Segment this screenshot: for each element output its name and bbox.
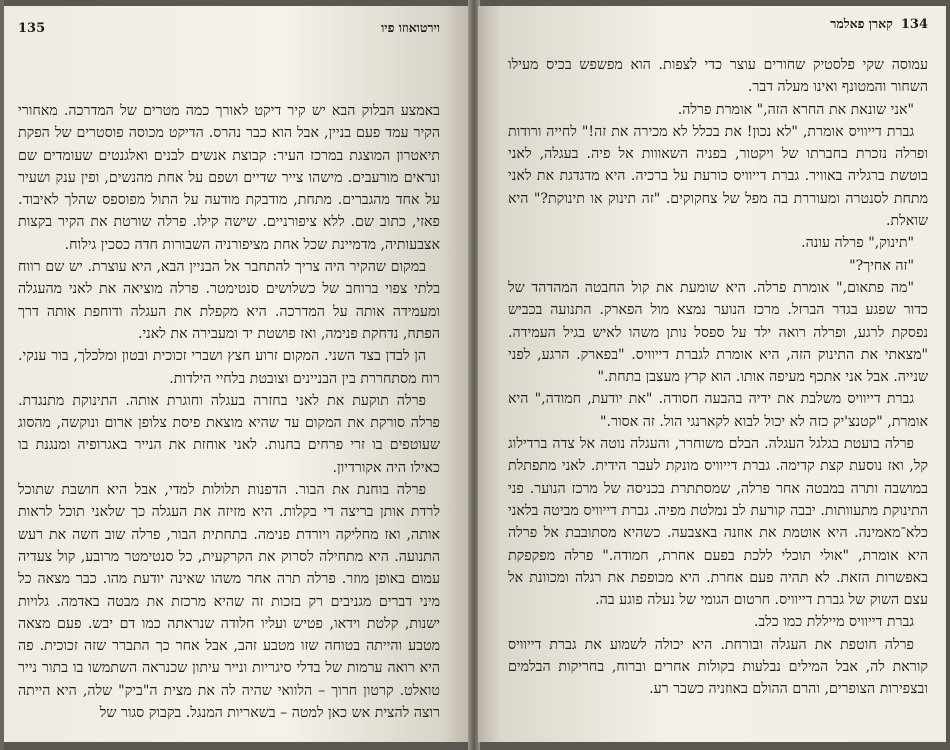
paragraph: פרלה בועטת בגלגל העגלה. הבלם משוחרר, והעגלה נוטה אל צדה ברדילוג קל, ואז נוסעת קצת קדימה. גברת דייוויס מונקת לעבר הידית. לאני מתפתלת במושבה ותרה במבטה אחר פרלה, שמסתתרת בכניסה של מרכז הנוער. פני התינוקת מתעוותות. יבבה קורעת לב נמלטת מפיה. גברת דייוויס מביטה בלאני כלא־מאמינה. היא אוטמת את אוזנה באצבעה. כשהיא מסתובבת אל פרלה היא אומרת, "אולי תוכלי ללכת בפעם אחרת, חמודה." פרלה מפקפקת באפשרות הזאת. לא תהיה פעם אחרת. היא מכופפת את רגלה ומכוונת אל עצם השוק של גברת דייוויס. חרטום הגומי של נעלה פוגע בה. <box>508 436 928 609</box>
paragraph: גברת דייוויס אומרת, "לא נכון! את בכלל לא מכירה את זה!" לחייה ורודות ופרלה נזכרת בחברתו של ויקטור, בפניה השאווות אל פיה. בעגלה, לאני בוטשת ברגליה באוויר. גברת דייוויס כורעת על ברכיה. היא מדגדגת את לאני מתחת לסנטרה ומעוררת בה מפל של צחקוקים. "זה תינוק או תינוקת?" היא שואלת. <box>508 123 928 230</box>
paragraph: פרלה תוקעת את לאני בחזרה בעגלה וחוגרת אותה. התינוקת מתנגדת. פרלה סורקת את המקום עד שהיא מוצאת פיסת צלופן ארום ונוקשה, מהסוג שעוטפים בו זרי פרחים בחנות. לאני אוחזת את הנייר באגרופיה ומנגנת בו כאילו היה אקורדיון. <box>18 392 440 476</box>
paragraph: באמצע הבלוק הבא יש קיר דיקט לאורך כמה מטרים של המדרכה. מאחורי הקיר עמד פעם בניין, אבל הוא כבר נהרס. הדיקט מכוסה פוסטרים של הפקת תיאטרון המוצגת במרכז העיר: קבוצת אנשים לבנים ואלגנטים שעומדים שם ונראים מורעבים. מישהו צייר שדיים ושפם על אחת מהנשים, ופין ענק ושעיר על אחד מהגברים. מתחת, מודבקת מודעה על התול מפוספס שהלך לאיבוד. פאזי, כתוב שם. ללא ציפורניים. שישה קילו. פרלה שורטת את הקיר בקצות אצבעותיה, מדמיינת שכל אחת מציפורניה השבורות חדה כסכין גילוח. <box>18 103 440 253</box>
left-page-text <box>18 100 440 724</box>
right-page-number: 134 <box>900 17 928 32</box>
paragraph: פרלה בוחנת את הבור. הדפנות תלולות למדי, אבל היא חושבת שתוכל לרדת אותן בריצה די בקלות. היא מזיזה את העגלה כך שלאני תוכל לראות אותה, ואז מחליקה ויורדת פנימה. בתחתית הבור, פרלה שוב חשה את רעש התנועה. היא מתחילה לסרוק את הקרקעית, כל סנטימטר מרובע, קול צעדיה עמום באופן מוזר. פרלה תרה אחר משהו שאינה יודעת מהו. כבר מצאה כל מיני דברים מגניבים רק בזכות זה שהיא מרכזת את מבטה באדמה. גלויות ישנות, קלטת וידאו, פטיש ועליו חלודה שנראתה כמו דם יבש. פעם מצאה מטבע והייתה בטוחה שזו מטבע זהב, אבל אחר כך התברר שזה זכוכית. פה היא רואה ערמות של בדלי סיגריות ונייר עיתון שכנראה השתמשו בו בתור נייר טואלט. קרטון חרוך – הלוואי שהיה לה את מצית ה"ביק" שלה, היא הייתה רוצה להצית אש כאן למטה – בשאריות המנגל. בקבוק סגור של <box>18 482 440 722</box>
paragraph: גברת דייוויס מייללת כמו כלב. <box>753 614 914 631</box>
paragraph: "אני שונאת את החרא הזה," אומרת פרלה. <box>677 101 914 118</box>
left-page <box>4 6 470 742</box>
paragraph: פרלה חוטפת את העגלה ובורחת. היא יכולה לשמוע את גברת דייוויס קוראת לה, אבל המילים נבלעות בקולות אחרים וברוח, בחריקות הבלמים ובצפירות הצופרים, והרם ההולם באוזניה כשבר רע. <box>508 636 928 698</box>
paragraph: במקום שהקיר היה צריך להתחבר אל הבניין הבא, היא עוצרת. יש שם רווח בלתי צפוי ברוחב של כשלושים סנטימטר. פרלה מוציאה את לאני מהעגלה ומעמידה אותה על המדרכה. היא מקפלת את העגלה ודוחפת אותה דרך הפתח, נדחקת פנימה, ואז פושטת יד ומעבירה את לאני. <box>18 259 440 342</box>
right-page-text <box>508 54 928 701</box>
left-running-head: וירטואוזו פיו <box>381 20 440 35</box>
paragraph: "תינוק," פרלה עונה. <box>801 235 914 252</box>
paragraph: "מה פתאום," אומרת פרלה. היא שומעת את קול החבטה המהדהד של כדור שפגע בגדר הברזל. מרכז הנוער נמצא מול הפארק. התנועה בכביש נפסקת לרגע, ופרלה רואה ילד על ספסל נותן משהו לאיש בגיל העמידה. "מצאתי את התינוק הזה, היא אומרת לגברת דייוויס. "בפארק. הרגע, לפני שנייה. אבל אני אתכף מעיפה אותו. הוא קרץ מעצבן בתחת." <box>508 279 928 386</box>
left-page-header <box>18 20 440 40</box>
paragraph: עמוסה שקי פלסטיק שחורים עוצר כדי לצפות. הוא מפשפש בכיס מעילו השחור והמטונף ואינו מעלה דבר. <box>508 57 928 96</box>
paragraph: גברת דייוויס משלבת את ידיה בהבעה חסודה. "את יודעת, חמודה," היא אומרת, "קטנצ'יק כזה לא יכול לבוא לקארנגי הול. זה אסור." <box>508 391 928 430</box>
left-page-number: 135 <box>18 21 46 36</box>
right-running-head: קארן פאלמר <box>830 16 893 31</box>
right-page <box>478 6 946 742</box>
paragraph: "זה אחיך?" <box>849 257 914 274</box>
paragraph: הן לבדן בצד השני. המקום זרוע חצץ ושברי זכוכית ובטון ומלכלך, בור ענקי. רוח מסתחררת בין הבניינים וצובטת בלחיי הילדות. <box>18 348 440 387</box>
right-page-header <box>508 16 928 36</box>
